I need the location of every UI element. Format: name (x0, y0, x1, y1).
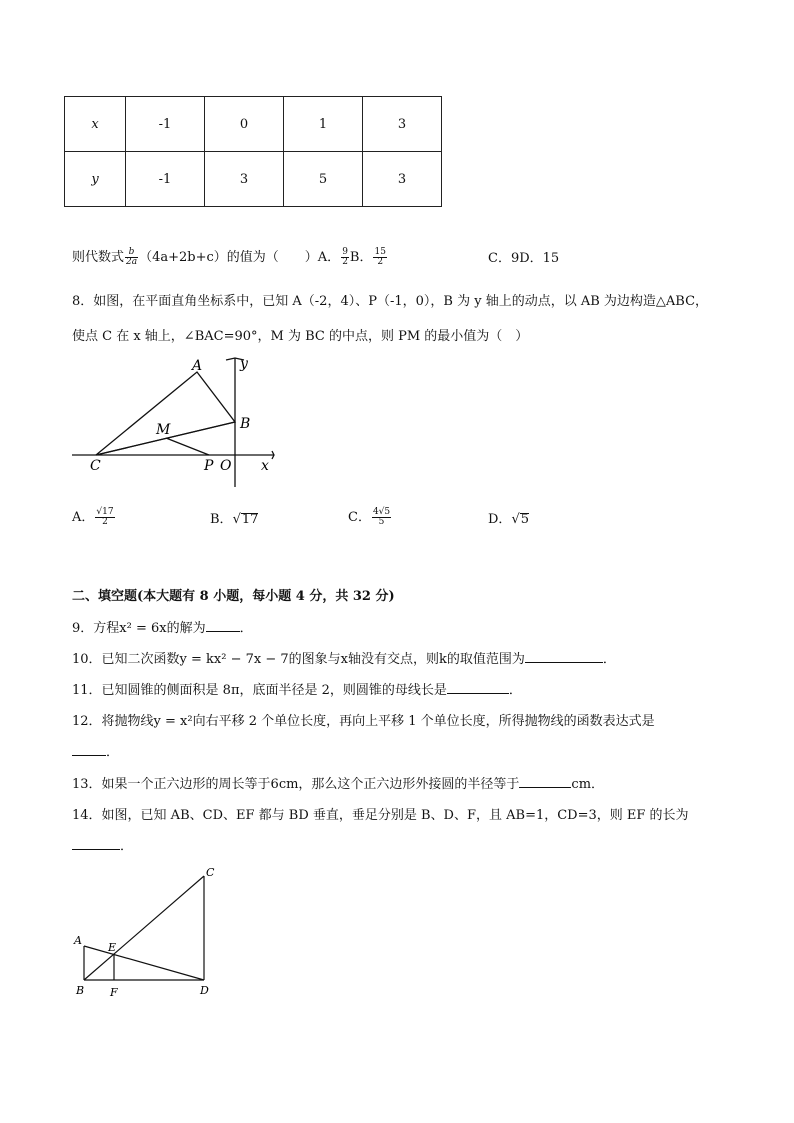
table-cell: 0 (205, 97, 284, 152)
question-7-options-cd: C．9D．15 (488, 251, 560, 266)
table-cell: 3 (205, 152, 284, 207)
label-B: B (76, 984, 85, 997)
table-cell: -1 (126, 152, 205, 207)
table-cell: 3 (363, 152, 442, 207)
label-x: x (261, 458, 269, 474)
label-F: F (110, 986, 118, 999)
table-cell: 5 (284, 152, 363, 207)
question-9: 9．方程x² = 6x的解为 ． (72, 621, 253, 636)
label-E: E (108, 941, 117, 954)
label-y: y (240, 356, 248, 372)
question-12-answer-line: ． (72, 741, 119, 760)
table-header-x: x (65, 97, 126, 152)
table-header-y: y (65, 152, 126, 207)
label-O: O (220, 458, 232, 474)
label-D: D (200, 984, 209, 997)
question-8-option-a: A． $\frac{√17}{2}$ (72, 507, 114, 527)
question-8-option-d: D．√5 (488, 512, 530, 527)
table-row (65, 152, 442, 207)
question-11: 11．已知圆锥的侧面积是 8π，底面半径是 2，则圆锥的母线长是 ． (72, 683, 522, 698)
question-14: 14．如图，已知 AB、CD、EF 都与 BD 垂直，垂足分别是 B、D、F，且 AB=1，CD=3，则 EF 的长为 (72, 808, 689, 823)
table-cell: 1 (284, 97, 363, 152)
label-A: A (74, 934, 82, 947)
label-A: A (192, 358, 203, 374)
question-8-option-c: C． $\frac{4√5}{5}$ (348, 507, 391, 527)
question-14-answer-line: ． (72, 835, 133, 854)
table-cell: 3 (363, 97, 442, 152)
label-C: C (206, 866, 215, 879)
question-8-figure (66, 352, 286, 492)
fraction: $\frac{b}{2a}$ (126, 247, 138, 267)
question-8-line-2: 使点 C 在 x 轴上，∠BAC=90°，M 为 BC 的中点，则 PM 的最小值为（ ） (72, 329, 529, 344)
table-cell: -1 (126, 97, 205, 152)
question-8-line-1: 8．如图，在平面直角坐标系中，已知 A（-2，4）、P（-1，0），B 为 y 轴上的动点，以 AB 为边构造△ABC， (72, 294, 709, 309)
label-C: C (90, 458, 101, 474)
fraction: $\frac{15}{2}$ (374, 247, 386, 267)
section-2-heading: 二、填空题(本大题有 8 小题，每小题 4 分，共 32 分) (72, 589, 395, 604)
question-10: 10．已知二次函数y = kx² − 7x − 7的图象与x轴没有交点，则k的取值范围为 ． (72, 652, 616, 667)
question-13: 13．如果一个正六边形的周长等于6cm，那么这个正六边形外接圆的半径等于 cm． (72, 777, 605, 792)
label-M: M (156, 422, 171, 438)
question-7-text: 则代数式 $\frac{b}{2a}$ （4a+2b+c）的值为（ ）A． $\frac{9}{2}$ B． $\frac{15}{2}$ (72, 247, 386, 267)
label-B: B (240, 416, 251, 432)
table-row (65, 97, 442, 152)
fraction: $\frac{9}{2}$ (342, 247, 348, 267)
question-12: 12．将抛物线y = x²向右平移 2 个单位长度，再向上平移 1 个单位长度，所得抛物线的函数表达式是 (72, 714, 655, 729)
label-P: P (204, 458, 214, 474)
question-14-figure (66, 860, 226, 1000)
question-8-option-b: B．√17 (210, 512, 259, 527)
value-table (64, 96, 442, 207)
